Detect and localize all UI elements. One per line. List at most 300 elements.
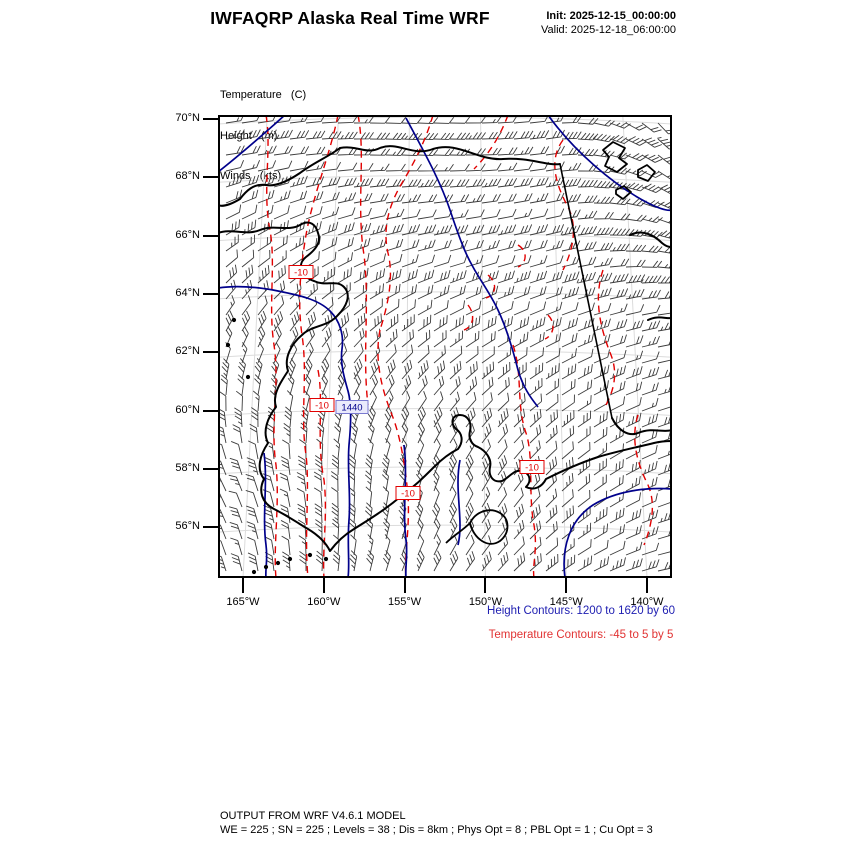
- wind-barb: [544, 240, 565, 251]
- wind-barb: [626, 245, 646, 252]
- wind-barb: [414, 345, 433, 363]
- wind-barb: [525, 488, 543, 507]
- wind-barb: [607, 508, 627, 523]
- wind-barb: [575, 395, 595, 411]
- wind-barb: [626, 197, 646, 207]
- wind-barb: [318, 282, 337, 299]
- wind-barb: [509, 520, 527, 539]
- wind-barb: [594, 197, 614, 204]
- lat-tick-label: 68°N: [175, 170, 200, 183]
- wind-barb: [574, 442, 593, 459]
- wind-barb: [365, 344, 383, 363]
- wind-barb: [428, 439, 442, 459]
- wind-barb: [626, 117, 646, 132]
- wind-barb: [624, 542, 645, 555]
- wind-barb: [558, 538, 578, 555]
- wind-barb: [509, 536, 527, 555]
- lon-tick-mark: [565, 578, 567, 593]
- wind-barb: [380, 550, 392, 571]
- wind-barb: [444, 519, 459, 539]
- wind-barb: [640, 526, 661, 539]
- wind-barb: [591, 349, 612, 363]
- wind-barb: [399, 299, 419, 315]
- wind-barb: [335, 267, 355, 283]
- model-footer: [220, 809, 653, 837]
- wind-barb: [642, 213, 663, 224]
- wind-barb: [558, 473, 577, 491]
- wind-barb: [494, 362, 513, 379]
- wind-barb: [542, 379, 562, 395]
- wind-barb: [558, 489, 577, 507]
- wind-barb: [640, 414, 661, 427]
- wind-barb: [642, 197, 663, 209]
- wind-barb: [509, 488, 526, 507]
- wind-barb: [448, 255, 469, 267]
- height-contour: [264, 453, 267, 578]
- wind-barb: [380, 391, 395, 411]
- wind-barb: [577, 211, 597, 219]
- lat-tick-mark: [203, 235, 218, 237]
- wind-barb: [510, 553, 528, 571]
- wind-barb: [610, 244, 630, 251]
- wind-barb: [413, 391, 429, 411]
- wind-barb: [417, 210, 437, 219]
- wind-barb: [624, 320, 645, 331]
- wind-barb: [364, 550, 375, 571]
- lon-tick-label: 140°W: [630, 596, 664, 608]
- wind-barb: [656, 511, 672, 523]
- small-island: [276, 561, 280, 565]
- wind-barb: [593, 243, 613, 251]
- wind-barb: [527, 347, 547, 363]
- wind-barb: [607, 541, 627, 555]
- wind-barb: [229, 489, 242, 510]
- wind-barb: [509, 504, 526, 523]
- wind-barb: [446, 361, 465, 379]
- wind-barb: [304, 206, 325, 219]
- wind-barb: [337, 163, 357, 171]
- lon-tick-mark: [323, 578, 325, 593]
- wind-barb: [642, 118, 661, 135]
- lat-tick-mark: [203, 176, 218, 178]
- run-times: [541, 9, 676, 37]
- wind-barb: [384, 224, 405, 235]
- wind-barb: [321, 177, 341, 187]
- wind-barb: [299, 551, 306, 571]
- lat-tick-mark: [203, 526, 218, 528]
- wind-barb: [575, 333, 596, 347]
- lat-tick-label: 66°N: [175, 228, 200, 241]
- wind-barb: [542, 425, 561, 443]
- valid-time: Valid: 2025-12-18_06:00:00: [541, 24, 676, 36]
- wind-barb: [608, 365, 629, 379]
- wind-barb: [574, 523, 594, 539]
- wind-barb: [400, 239, 421, 251]
- lat-tick-label: 70°N: [175, 112, 200, 124]
- wind-barb: [305, 147, 325, 155]
- wind-barb: [574, 426, 594, 443]
- wind-barb: [544, 271, 565, 283]
- wind-barb: [369, 209, 390, 219]
- wind-barb: [528, 271, 549, 283]
- wind-barb: [248, 552, 258, 572]
- wind-barb: [288, 191, 309, 203]
- wind-barb: [354, 163, 374, 171]
- wind-barb: [432, 240, 453, 251]
- wind-barb: [383, 284, 403, 299]
- small-island: [246, 375, 250, 379]
- wind-barb: [527, 332, 547, 347]
- wind-barb: [444, 455, 458, 475]
- wind-barb: [236, 391, 243, 411]
- wind-barb: [352, 208, 373, 219]
- legend-temperature: Temperature (C): [220, 89, 307, 101]
- wind-barb: [318, 267, 338, 283]
- lon-tick-label: 165°W: [226, 596, 260, 608]
- wind-barb: [380, 454, 390, 475]
- wind-barb: [229, 505, 242, 526]
- wind-barb: [625, 274, 645, 283]
- wind-barb: [320, 192, 341, 203]
- wind-barb: [594, 212, 614, 219]
- wind-barb: [591, 411, 611, 427]
- wind-barb: [400, 254, 421, 267]
- wind-barb: [542, 505, 561, 523]
- wind-barb: [610, 229, 630, 236]
- lat-tick-label: 60°N: [175, 403, 200, 416]
- lon-tick-label: 160°W: [307, 596, 341, 608]
- wind-barb: [624, 382, 645, 395]
- wind-barb: [219, 391, 226, 411]
- wind-barb: [303, 251, 323, 267]
- wind-barb: [575, 556, 595, 571]
- wind-barb: [590, 474, 610, 491]
- wind-barb: [300, 390, 311, 411]
- wind-barb-field: [218, 115, 672, 573]
- wind-barb: [428, 423, 443, 443]
- wind-barb: [238, 235, 258, 251]
- wind-barb: [609, 288, 630, 299]
- lat-tick-mark: [203, 293, 218, 295]
- footer-config-line: WE = 225 ; SN = 225 ; Levels = 38 ; Dis = 8km ; Phys Opt = 8 ; PBL Opt = 1 ; Cu Opt = 3: [220, 824, 653, 836]
- wind-barb: [303, 236, 323, 251]
- wind-barb: [559, 364, 579, 379]
- wind-barb: [429, 361, 447, 379]
- legend-height: Height (m): [220, 129, 278, 142]
- wind-barb: [253, 296, 270, 315]
- wind-barb: [608, 350, 629, 363]
- wind-barb: [527, 317, 547, 331]
- wind-barb: [624, 558, 645, 571]
- wind-barb: [334, 282, 354, 299]
- wind-barb: [658, 181, 672, 196]
- wind-barb: [225, 146, 245, 155]
- wind-barb: [396, 407, 411, 427]
- wind-barb: [642, 149, 662, 164]
- wind-barb: [429, 376, 447, 395]
- wind-barb: [364, 438, 375, 459]
- wind-barb: [446, 331, 466, 347]
- wind-barb: [526, 409, 545, 427]
- wind-barb: [412, 407, 427, 427]
- wind-barb: [528, 255, 549, 267]
- wind-barb: [558, 555, 578, 571]
- wind-barb: [428, 535, 442, 555]
- temp-contour-label: -10: [315, 400, 329, 412]
- wind-barb: [463, 301, 483, 315]
- wind-barb: [656, 383, 672, 395]
- wind-barb: [641, 305, 661, 315]
- wind-barb: [607, 524, 627, 539]
- wind-barb: [525, 504, 543, 523]
- wind-barb: [237, 295, 254, 315]
- wind-barb: [431, 315, 451, 331]
- wind-barb: [338, 132, 358, 139]
- wind-barb: [256, 190, 277, 203]
- height-contour: [406, 118, 538, 407]
- wind-barb: [656, 368, 672, 379]
- wind-barb: [462, 346, 482, 363]
- wind-barb: [335, 237, 356, 251]
- wind-barb: [273, 130, 293, 139]
- wind-barb: [231, 440, 242, 461]
- wind-barb: [428, 518, 442, 539]
- page-title: IWFAQRP Alaska Real Time WRF: [210, 8, 490, 28]
- wind-barb: [367, 268, 387, 283]
- wind-barb: [624, 366, 645, 379]
- wind-barb: [380, 518, 391, 539]
- wind-barb: [229, 473, 242, 494]
- island-outline: [470, 510, 508, 544]
- wind-barb: [623, 428, 643, 443]
- wind-barb: [509, 440, 527, 459]
- wind-barb: [462, 361, 481, 379]
- wind-barb: [282, 439, 290, 459]
- lat-tick-label: 64°N: [175, 286, 200, 299]
- wind-barb: [414, 330, 433, 347]
- footer-model-line: OUTPUT FROM WRF V4.6.1 MODEL: [220, 810, 406, 822]
- wind-barb: [640, 543, 661, 555]
- wind-barb: [380, 534, 391, 555]
- wind-barb: [223, 205, 243, 219]
- wind-barb: [415, 300, 435, 315]
- wind-barb: [431, 300, 451, 315]
- wind-barb: [284, 423, 291, 443]
- temp-contour-label: -10: [294, 267, 308, 279]
- wind-barb: [511, 317, 531, 331]
- wind-barb: [560, 287, 581, 299]
- wind-barb: [575, 364, 595, 379]
- wind-barb: [560, 318, 581, 331]
- wind-barb: [526, 378, 546, 395]
- wind-barb: [574, 490, 593, 507]
- wind-barb: [399, 269, 420, 283]
- wind-barb: [623, 413, 643, 427]
- lat-tick-mark: [203, 410, 218, 412]
- wind-barb: [658, 150, 672, 167]
- wind-barb: [461, 377, 479, 395]
- wind-barb: [575, 380, 595, 395]
- wind-barb: [288, 206, 309, 219]
- wind-barb: [237, 280, 255, 299]
- wind-barb: [608, 335, 629, 347]
- wind-barb: [544, 302, 565, 315]
- wind-barb: [332, 423, 342, 443]
- wind-barb: [416, 240, 437, 251]
- wind-barb: [349, 344, 366, 363]
- wind-barb: [656, 527, 672, 539]
- wind-barb: [230, 456, 242, 477]
- wind-barb: [273, 146, 293, 155]
- wind-barb: [658, 166, 672, 182]
- wind-barb: [461, 535, 477, 555]
- wind-barb: [414, 315, 434, 331]
- wind-barb: [494, 347, 514, 363]
- wind-barb: [384, 254, 405, 267]
- wind-barb: [236, 358, 247, 379]
- wind-barb: [319, 237, 339, 251]
- wind-barb: [478, 377, 497, 395]
- wind-barb: [493, 552, 511, 571]
- lat-tick-mark: [203, 118, 218, 120]
- wind-barb: [656, 414, 672, 427]
- wind-barb: [478, 362, 497, 379]
- wind-barb: [332, 551, 341, 571]
- wind-barb: [639, 445, 659, 459]
- wind-barb: [477, 408, 495, 427]
- wind-barb: [642, 261, 662, 268]
- wind-barb: [640, 336, 661, 347]
- wind-barb: [460, 503, 475, 523]
- wind-barb: [623, 476, 643, 491]
- wind-barb: [509, 409, 527, 427]
- wind-barb: [479, 331, 499, 347]
- wind-barb: [594, 227, 614, 235]
- wind-barb: [268, 358, 280, 379]
- wind-barb: [478, 346, 498, 363]
- wind-barb: [594, 117, 615, 127]
- wind-barb: [528, 302, 549, 315]
- temp-contour-label: -10: [401, 488, 415, 500]
- height-contour-caption: Height Contours: 1200 to 1620 by 60: [487, 605, 675, 617]
- wind-barb: [336, 222, 357, 235]
- wind-barb: [369, 179, 389, 187]
- wind-barb: [578, 195, 598, 203]
- wind-barb: [477, 439, 493, 459]
- wind-barb: [460, 455, 475, 475]
- small-island: [288, 557, 292, 561]
- legend-winds: Winds (kts): [220, 170, 282, 182]
- wind-barb: [241, 160, 262, 171]
- wind-barb: [607, 381, 627, 395]
- wind-barb: [460, 471, 475, 491]
- wind-barb: [416, 255, 437, 267]
- wind-barb: [493, 487, 509, 507]
- wind-barb: [221, 265, 239, 283]
- wind-barb: [513, 224, 534, 235]
- wind-barb: [591, 524, 611, 539]
- wind-barb: [640, 367, 661, 379]
- wind-barb: [626, 260, 646, 267]
- wind-barb: [623, 525, 644, 539]
- wind-barb: [575, 349, 595, 363]
- wind-barb: [401, 194, 421, 203]
- wind-barb: [592, 288, 613, 299]
- lon-tick-label: 145°W: [549, 596, 583, 608]
- wind-barb: [640, 510, 661, 523]
- wind-barb: [273, 161, 294, 171]
- wind-barb: [607, 428, 627, 443]
- temp-contour-caption: Temperature Contours: -45 to 5 by 5: [488, 629, 674, 641]
- wind-barb: [641, 321, 662, 331]
- wind-barb: [591, 556, 611, 571]
- wind-barb: [591, 540, 611, 555]
- wind-barb: [591, 380, 611, 395]
- wind-barb: [337, 178, 357, 187]
- wind-barb: [270, 250, 290, 267]
- lon-tick-mark: [646, 578, 648, 593]
- wind-barb: [642, 134, 662, 150]
- wind-barb: [609, 274, 629, 283]
- wind-barb: [607, 557, 628, 571]
- wind-barb: [305, 131, 325, 139]
- small-island: [324, 557, 328, 561]
- wind-barb: [623, 509, 643, 523]
- wind-barb: [432, 255, 453, 267]
- wind-barb: [412, 423, 426, 443]
- wind-barb: [593, 133, 614, 143]
- wind-barb: [544, 255, 565, 267]
- wind-barb: [558, 506, 577, 523]
- island-outline: [446, 523, 470, 543]
- wind-barb: [477, 424, 494, 443]
- wind-barb: [251, 407, 258, 427]
- wind-barb: [320, 207, 341, 219]
- wind-barb: [493, 440, 510, 459]
- lon-tick-label: 150°W: [468, 596, 502, 608]
- wind-barb: [351, 268, 371, 283]
- wind-barb: [577, 242, 597, 251]
- small-island: [308, 553, 312, 557]
- wind-barb: [607, 459, 627, 475]
- wind-barb: [349, 328, 367, 347]
- wind-barb: [364, 471, 372, 491]
- wind-barb: [302, 281, 321, 299]
- wind-barb: [381, 360, 398, 379]
- wind-barb: [461, 439, 477, 459]
- wind-barb: [493, 424, 510, 443]
- wind-barb: [397, 391, 413, 411]
- wind-barb: [542, 394, 561, 411]
- wind-barb: [413, 360, 431, 379]
- wind-barb: [238, 250, 257, 267]
- wind-barb: [432, 270, 453, 283]
- temperature-contour: [358, 115, 368, 405]
- wind-barb: [608, 319, 629, 331]
- wind-barb: [233, 424, 242, 444]
- wind-barb: [608, 304, 629, 315]
- wind-barb: [624, 351, 645, 363]
- wind-barb: [282, 551, 290, 571]
- wind-barb: [253, 311, 269, 331]
- temperature-contour: [464, 305, 473, 330]
- temp-contour-label: -10: [525, 462, 539, 474]
- wind-barb: [591, 507, 611, 523]
- wind-barb: [238, 265, 257, 283]
- wind-barb: [460, 487, 475, 507]
- wind-barb: [320, 222, 341, 235]
- wind-barb: [526, 553, 545, 571]
